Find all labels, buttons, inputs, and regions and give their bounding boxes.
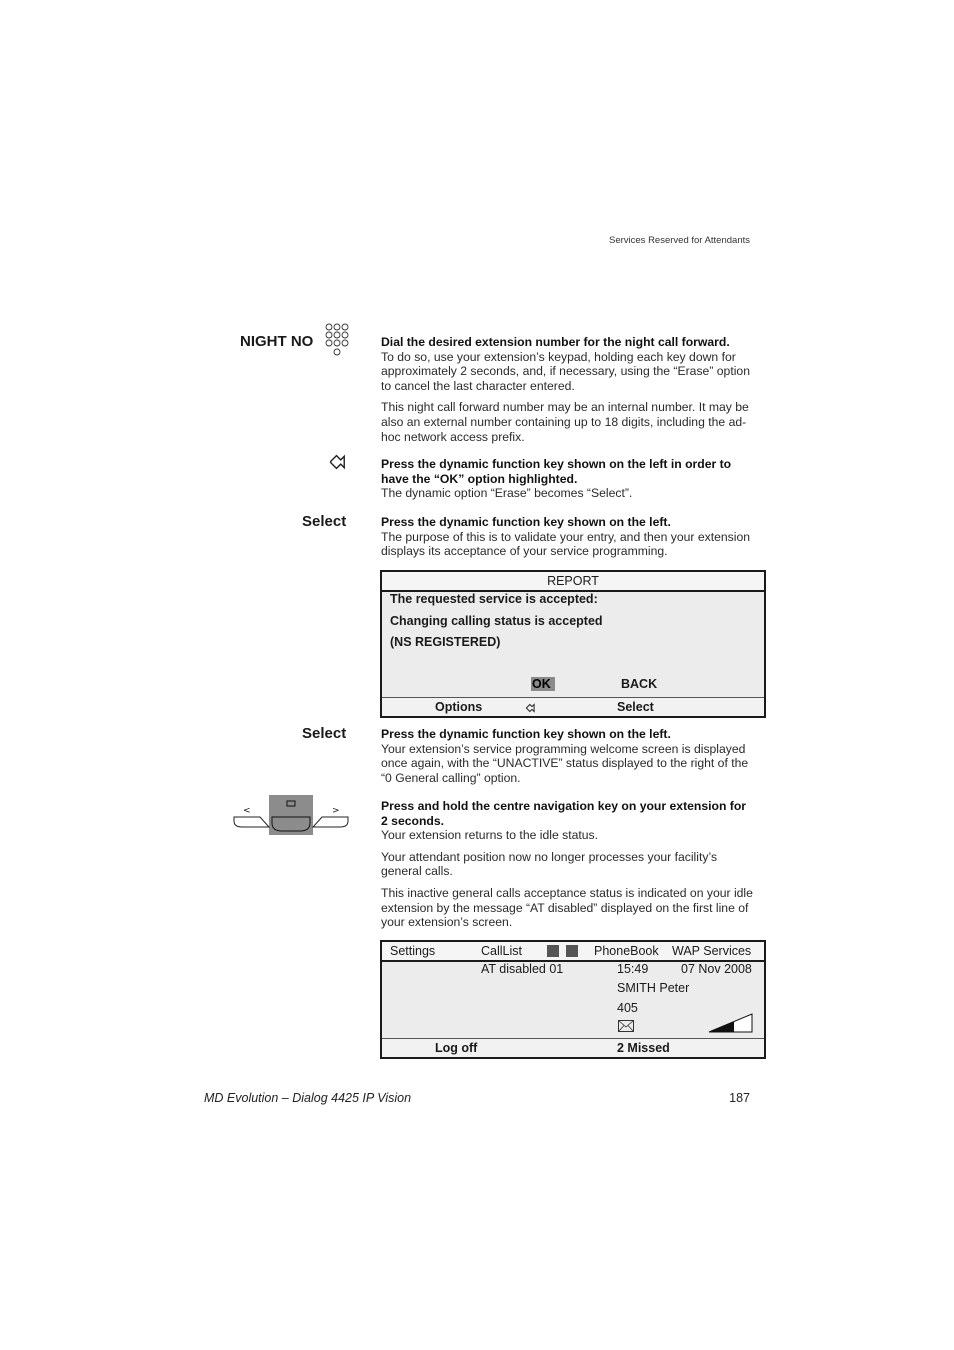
select-2-title: Press the dynamic function key shown on the left. (381, 727, 671, 741)
signal-strength-icon (708, 1012, 754, 1034)
keypad-icon (325, 323, 351, 359)
idle-time: 15:49 (617, 962, 649, 976)
night-no-text-2: This night call forward number may be an internal number. It may be also an external number containing up to 18 digits, including the ad-hoc network access prefix. (381, 400, 749, 444)
select-softkey[interactable]: Select (617, 700, 654, 714)
nav-key-text-1: Your extension returns to the idle status. (381, 828, 599, 843)
dynamic-function-key-arrow-icon (330, 452, 350, 472)
report-screen (380, 570, 766, 718)
running-header: Services Reserved for Attendants (609, 235, 750, 246)
report-ok-option[interactable] (531, 677, 555, 691)
report-line-3: (NS REGISTERED) (390, 635, 501, 649)
tab-phonebook[interactable]: PhoneBook (594, 944, 659, 958)
report-ok-label: OK (531, 677, 555, 691)
night-no-label: NIGHT NO (240, 333, 314, 350)
missed-calls-softkey[interactable]: 2 Missed (617, 1041, 670, 1055)
report-line-2: Changing calling status is accepted (390, 614, 603, 628)
tab-wap-services[interactable]: WAP Services (672, 944, 752, 958)
log-off-softkey[interactable]: Log off (435, 1041, 478, 1055)
night-no-title: Dial the desired extension number for the night call forward. (381, 335, 730, 349)
tab-settings[interactable]: Settings (390, 944, 436, 958)
report-screen-title: REPORT (382, 572, 764, 592)
options-softkey[interactable]: Options (435, 700, 483, 714)
idle-softkey-bar (382, 1038, 764, 1057)
arrow-softkey-icon[interactable] (526, 702, 538, 714)
idle-tab-bar (382, 942, 764, 962)
at-disabled-status: AT disabled 01 (481, 962, 564, 976)
idle-screen (380, 940, 766, 1059)
report-softkey-bar (382, 697, 764, 716)
navigation-key-icon (232, 795, 350, 837)
page-number: 187 (729, 1091, 750, 1105)
arrow-key-title: Press the dynamic function key shown on the left in order to have the “OK” option highlighted. (381, 457, 732, 486)
arrow-key-text: The dynamic option “Erase” becomes “Select”. (381, 486, 633, 501)
svg-text:>: > (332, 806, 340, 816)
idle-date: 07 Nov 2008 (681, 962, 752, 976)
select-1-instructions (381, 515, 753, 559)
night-no-text-1: To do so, use your extension’s keypad, holding each key down for approximately 2 seconds, and, if necessary, using the “Erase” option to cancel the last character entered. (381, 349, 750, 393)
select-label-2: Select (302, 725, 347, 742)
night-no-instructions (381, 335, 753, 444)
nav-key-text-3: This inactive general calls acceptance status is indicated on your idle extension by the message “AT disabled” displayed on the first line of your extension’s screen. (381, 885, 753, 930)
nav-key-title: Press and hold the centre navigation key on your extension for 2 seconds. (381, 799, 747, 828)
status-indicator-icon (566, 945, 578, 957)
select-2-instructions (381, 727, 753, 785)
report-back-option[interactable]: BACK (621, 677, 658, 691)
tab-calllist[interactable]: CallList (481, 944, 522, 958)
svg-text:<: < (243, 806, 251, 816)
footer-title: MD Evolution – Dialog 4425 IP Vision (204, 1091, 412, 1105)
idle-extension-number: 405 (617, 1001, 638, 1015)
arrow-key-instructions (381, 457, 753, 501)
message-envelope-icon (618, 1020, 634, 1032)
report-line-1: The requested service is accepted: (390, 592, 598, 606)
idle-user-name: SMITH Peter (617, 981, 690, 995)
nav-key-instructions (381, 799, 753, 930)
select-1-text: The purpose of this is to validate your entry, and then your extension displays its acceptance of your service programming. (381, 529, 750, 559)
select-1-title: Press the dynamic function key shown on the left. (381, 515, 671, 529)
nav-key-text-2: Your attendant position now no longer processes your facility’s general calls. (381, 849, 718, 879)
select-2-text: Your extension’s service programming welcome screen is displayed once again, with the “UNACTIVE” status displayed to the right of the “0 General calling” option. (381, 741, 749, 785)
select-label-1: Select (302, 513, 347, 530)
status-indicator-icon (547, 945, 559, 957)
